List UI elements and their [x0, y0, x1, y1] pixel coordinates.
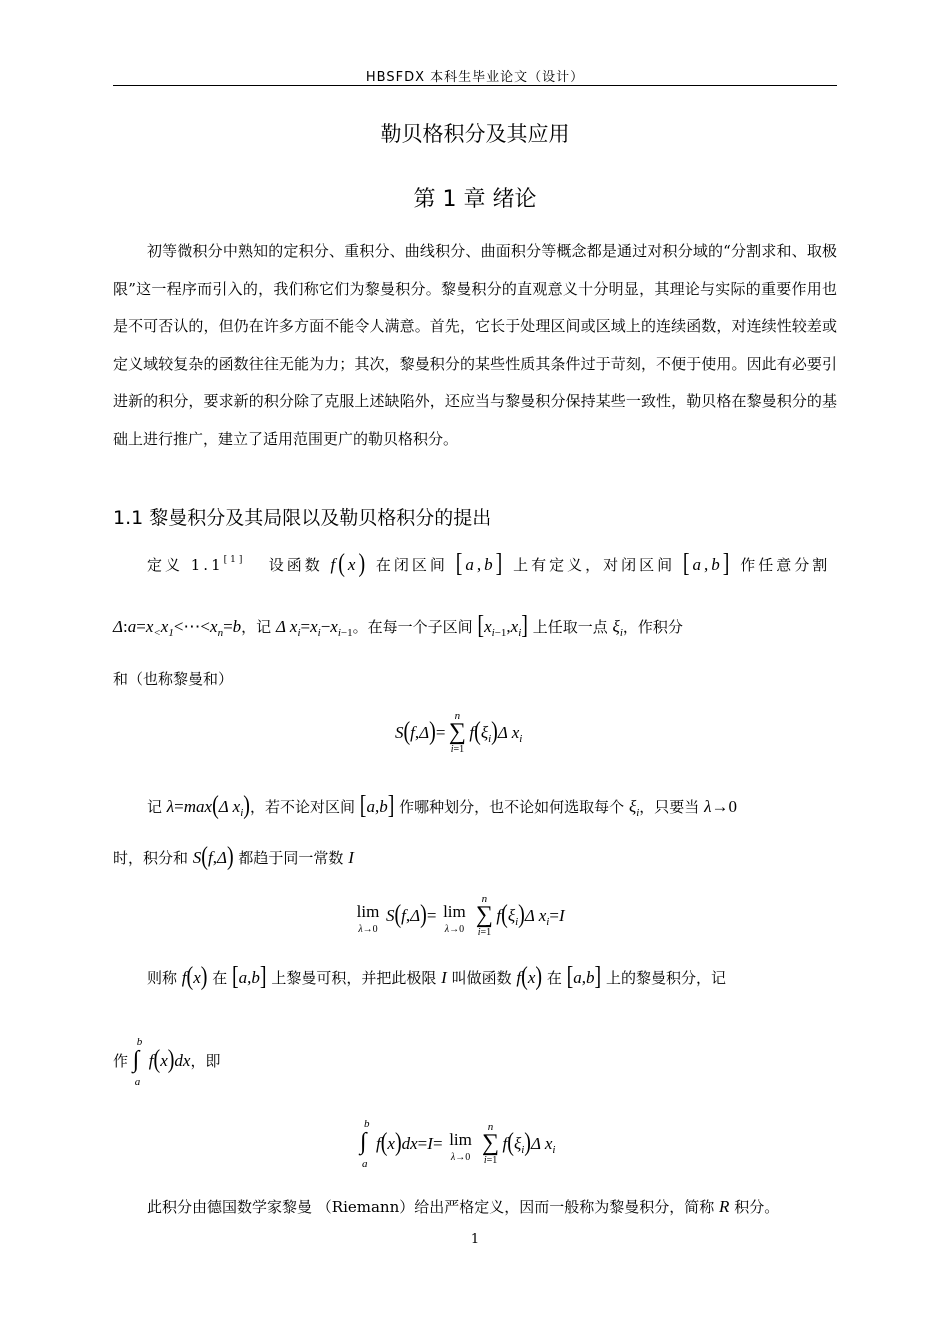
def-text-1: 设函数 — [268, 556, 323, 574]
def-text-8: ，作积分 — [622, 618, 683, 636]
math-interval-ab-5: [a,b] — [566, 962, 602, 992]
math-f-x-3: f(x) — [516, 962, 543, 992]
integral-notation-line: 作 b ∫ a f(x)dx，即 — [113, 1036, 221, 1088]
definition-label: 定义 1.1 — [147, 556, 224, 574]
definition-line-3: 和（也称黎曼和） — [113, 670, 234, 688]
section-heading: 1.1 黎曼积分及其局限以及勒贝格积分的提出 — [113, 507, 492, 529]
definition-line-2 — [113, 611, 683, 641]
math-interval-ab-3: [a,b] — [359, 791, 395, 821]
running-header: HBSFDX 本科生毕业论文（设计） — [365, 70, 585, 85]
math-s-f-delta: S(f,Δ) — [192, 842, 234, 872]
after-text-4: ，只要当 — [639, 798, 700, 816]
header-rule — [113, 85, 837, 86]
then-text-8: ，即 — [190, 1052, 221, 1070]
definition-line-1 — [147, 549, 831, 579]
math-interval-ab-4: [a,b] — [232, 962, 267, 992]
def-text-3: 上有定义，对闭区间 — [513, 556, 676, 574]
chapter-heading: 第 1 章 绪论 — [413, 187, 537, 212]
then-text-3: 上黎曼可积，并把此极限 — [271, 969, 437, 987]
riemann-sum-formula: S(f,Δ)= n ∑ i=1 $f(\xi_i)\Delta$ $x_i$ — [395, 710, 523, 755]
riemann-integral-formula: b ∫ a f(x)dx=I= lim λ→0 n ∑ i=1 $f(\xi_i)\Delta$ $x_i$ — [360, 1118, 556, 1170]
math-constant-i: I — [348, 848, 354, 867]
def-text-4: 作任意分割 — [740, 556, 831, 574]
math-xi: $\xi_i$ — [612, 617, 623, 639]
after-text-5: 时，积分和 — [113, 849, 189, 867]
after-text-6: 都趋于同一常数 — [238, 849, 344, 867]
paper-title: 勒贝格积分及其应用 — [380, 122, 570, 146]
after-text-2: ，若不论对区间 — [249, 798, 355, 816]
math-integral-notation: f(x)dx — [148, 1045, 191, 1075]
then-text-2: 在 — [212, 969, 228, 987]
after-text-3: 作哪种划分，也不论如何选取每个 — [399, 798, 625, 816]
then-text-4: 叫做函数 — [451, 969, 512, 987]
def-text-7: 上任取一点 — [532, 618, 608, 636]
math-delta-xi: Δ $x_i=x_i-x_{i-1}$ — [275, 617, 353, 639]
citation-ref: [1] — [223, 555, 246, 565]
page-number: 1 — [470, 1232, 480, 1247]
final-text: 此积分由德国数学家黎曼 （Riemann）给出严格定义，因而一般称为黎曼积分，简称 — [147, 1198, 715, 1216]
then-text-1: 则称 — [147, 969, 178, 987]
math-partition: $\Delta:a=x_<x_1<\cdots<x_n=b$ — [113, 617, 242, 639]
math-lambda-to-0: λ→0 — [704, 797, 737, 816]
math-limit-i: I — [441, 968, 447, 987]
intro-paragraph: 初等微积分中熟知的定积分、重积分、曲线积分、曲面积分等概念都是通过对积分域的“分割求和、取极限”这一程序而引入的，我们称它们为黎曼积分。黎曼积分的直观意义十分明显，其理论与实际的重要作用也是不可否认的，但仍在许多方面不能令人满意。首先，它长于处理区间或区域上的连续函数，对连续性较差或定义域较复杂的函数往往无能为力；其次，黎曼积分的某些性质其条件过于苛刻，不便于使用。因此有必要引进新的积分，要求新的积分除了克服上述缺陷外，还应当与黎曼积分保持某些一致性，勒贝格在黎曼积分的基础上进行推广，建立了适用范围更广的勒贝格积分。 — [113, 242, 837, 448]
limit-intro-line — [113, 842, 354, 872]
lambda-line — [147, 791, 737, 821]
math-subinterval: $[x_{i-1},x_i]$ — [477, 611, 528, 641]
def-text-5: ，记 — [241, 618, 272, 636]
then-text-5: 在 — [546, 969, 562, 987]
math-interval-ab-2: [a,b] — [682, 549, 733, 579]
math-f-x-2: f(x) — [181, 962, 208, 992]
math-interval-ab: [a,b] — [455, 549, 506, 579]
def-text-6: 。在每一个子区间 — [352, 618, 473, 636]
integrable-line — [147, 962, 727, 992]
math-r: R — [719, 1197, 730, 1216]
final-line — [147, 1196, 779, 1217]
limit-formula: lim λ→0 S(f,Δ)= lim λ→0 n ∑ i=1 $f(\xi_i)\Delta$ $x_i=I$ — [356, 893, 565, 938]
after-text-1: 记 — [147, 798, 163, 816]
math-xi-2: $\xi_i$ — [628, 797, 640, 819]
math-lambda-max: λ=max(Δ $x_i$) — [166, 791, 250, 821]
def-text-2: 在闭区间 — [375, 556, 448, 574]
then-text-7: 作 — [113, 1052, 129, 1070]
math-f-x: f(x) — [330, 549, 369, 579]
then-text-6: 上的黎曼积分，记 — [606, 969, 727, 987]
final-end: 积分。 — [734, 1198, 780, 1216]
